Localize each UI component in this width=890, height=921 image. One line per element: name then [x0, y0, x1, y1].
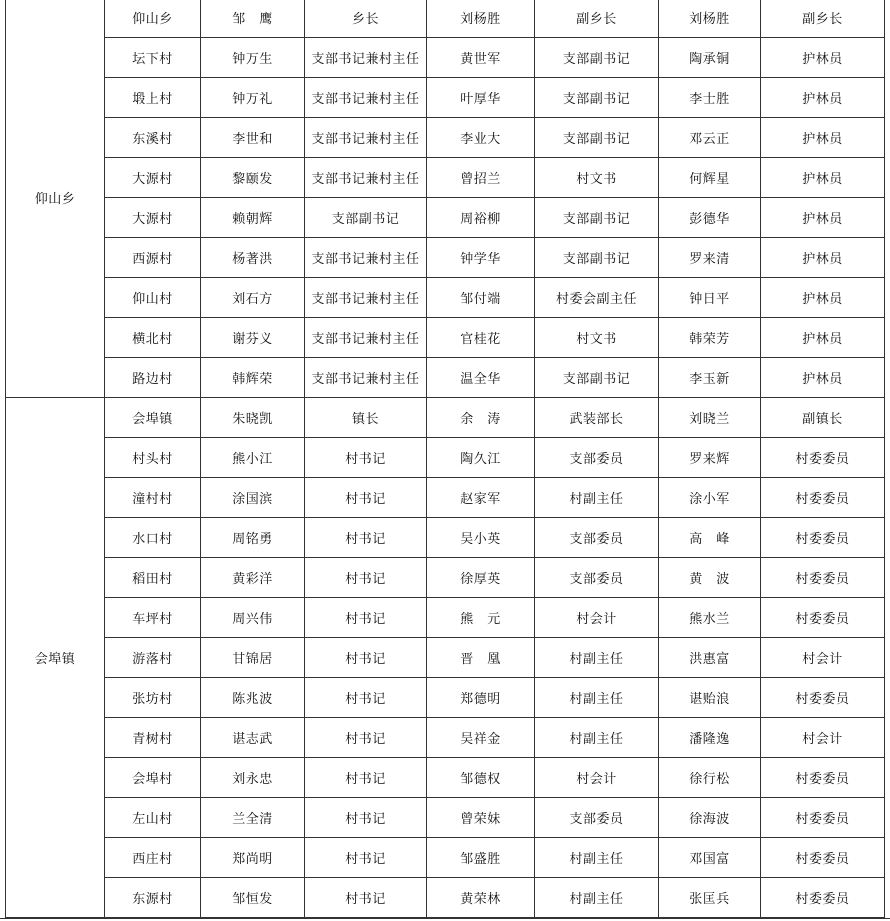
- person-2-title-cell: 村文书: [535, 158, 659, 198]
- person-3-name-cell: 黄 波: [659, 558, 761, 598]
- person-1-title-cell: 村书记: [305, 518, 427, 558]
- unit-name-cell: 大源村: [105, 198, 201, 238]
- person-2-name-cell: 曾招兰: [427, 158, 535, 198]
- person-2-title-cell: 村副主任: [535, 678, 659, 718]
- person-1-title-cell: 村书记: [305, 438, 427, 478]
- person-3-title-cell: 村委委员: [761, 598, 885, 638]
- person-2-title-cell: 副乡长: [535, 0, 659, 38]
- person-3-name-cell: 张匡兵: [659, 878, 761, 918]
- township-cell: 仰山乡: [6, 0, 105, 398]
- unit-name-cell: 东溪村: [105, 118, 201, 158]
- unit-name-cell: 路边村: [105, 358, 201, 398]
- table-row: [6, 398, 885, 438]
- person-1-title-cell: 村书记: [305, 558, 427, 598]
- person-2-name-cell: 徐厚英: [427, 558, 535, 598]
- table-row: [6, 478, 885, 518]
- person-2-title-cell: 支部委员: [535, 798, 659, 838]
- person-1-title-cell: 支部书记兼村主任: [305, 78, 427, 118]
- person-1-name-cell: 黄彩洋: [201, 558, 305, 598]
- person-3-title-cell: 护林员: [761, 278, 885, 318]
- table-row: [6, 518, 885, 558]
- unit-name-cell: 仰山乡: [105, 0, 201, 38]
- person-2-title-cell: 支部副书记: [535, 38, 659, 78]
- unit-name-cell: 大源村: [105, 158, 201, 198]
- person-3-name-cell: 罗来辉: [659, 438, 761, 478]
- person-1-title-cell: 支部书记兼村主任: [305, 238, 427, 278]
- person-2-title-cell: 村副主任: [535, 718, 659, 758]
- table-row: [6, 278, 885, 318]
- person-2-name-cell: 赵家军: [427, 478, 535, 518]
- person-3-name-cell: 刘杨胜: [659, 0, 761, 38]
- table-row: [6, 438, 885, 478]
- person-3-name-cell: 熊水兰: [659, 598, 761, 638]
- person-3-title-cell: 村委委员: [761, 518, 885, 558]
- person-1-name-cell: 兰全清: [201, 798, 305, 838]
- unit-name-cell: 坛下村: [105, 38, 201, 78]
- table-row: [6, 798, 885, 838]
- person-3-title-cell: 村委委员: [761, 678, 885, 718]
- table-row: [6, 878, 885, 918]
- person-1-name-cell: 刘永忠: [201, 758, 305, 798]
- person-1-name-cell: 邹 鹰: [201, 0, 305, 38]
- person-3-title-cell: 村会计: [761, 718, 885, 758]
- person-3-title-cell: 护林员: [761, 118, 885, 158]
- person-2-name-cell: 曾荣妹: [427, 798, 535, 838]
- person-1-name-cell: 刘石方: [201, 278, 305, 318]
- person-2-name-cell: 晋 凰: [427, 638, 535, 678]
- person-1-name-cell: 周铭勇: [201, 518, 305, 558]
- person-3-name-cell: 洪惠富: [659, 638, 761, 678]
- unit-name-cell: 横北村: [105, 318, 201, 358]
- person-3-name-cell: 何辉星: [659, 158, 761, 198]
- person-1-name-cell: 涂国滨: [201, 478, 305, 518]
- unit-name-cell: 张坊村: [105, 678, 201, 718]
- person-1-title-cell: 村书记: [305, 678, 427, 718]
- person-2-name-cell: 刘杨胜: [427, 0, 535, 38]
- table-row: [6, 78, 885, 118]
- person-2-name-cell: 黄荣林: [427, 878, 535, 918]
- person-1-name-cell: 朱晓凯: [201, 398, 305, 438]
- person-2-name-cell: 吴小英: [427, 518, 535, 558]
- person-3-title-cell: 村委委员: [761, 478, 885, 518]
- person-2-title-cell: 支部委员: [535, 438, 659, 478]
- person-3-name-cell: 高 峰: [659, 518, 761, 558]
- person-2-title-cell: 支部副书记: [535, 238, 659, 278]
- person-2-name-cell: 温全华: [427, 358, 535, 398]
- person-3-title-cell: 村委委员: [761, 878, 885, 918]
- person-1-name-cell: 谢芬义: [201, 318, 305, 358]
- person-3-title-cell: 护林员: [761, 238, 885, 278]
- person-3-name-cell: 邓国富: [659, 838, 761, 878]
- table-row: [6, 718, 885, 758]
- person-1-title-cell: 村书记: [305, 798, 427, 838]
- person-3-name-cell: 涂小军: [659, 478, 761, 518]
- table-row: [6, 158, 885, 198]
- person-3-name-cell: 彭德华: [659, 198, 761, 238]
- person-3-title-cell: 护林员: [761, 358, 885, 398]
- person-1-title-cell: 村书记: [305, 758, 427, 798]
- unit-name-cell: 东源村: [105, 878, 201, 918]
- person-2-title-cell: 村副主任: [535, 638, 659, 678]
- table-row: [6, 318, 885, 358]
- unit-name-cell: 村头村: [105, 438, 201, 478]
- table-row: [6, 678, 885, 718]
- person-1-title-cell: 村书记: [305, 638, 427, 678]
- person-1-title-cell: 支部书记兼村主任: [305, 358, 427, 398]
- person-3-title-cell: 村委委员: [761, 758, 885, 798]
- person-2-name-cell: 钟学华: [427, 238, 535, 278]
- person-2-name-cell: 陶久江: [427, 438, 535, 478]
- person-3-title-cell: 护林员: [761, 78, 885, 118]
- person-2-name-cell: 官桂花: [427, 318, 535, 358]
- person-2-title-cell: 村文书: [535, 318, 659, 358]
- unit-name-cell: 水口村: [105, 518, 201, 558]
- person-1-name-cell: 黎颐发: [201, 158, 305, 198]
- person-3-name-cell: 陶承铜: [659, 38, 761, 78]
- unit-name-cell: 车坪村: [105, 598, 201, 638]
- person-1-title-cell: 镇长: [305, 398, 427, 438]
- person-2-title-cell: 村会计: [535, 758, 659, 798]
- person-1-title-cell: 支部书记兼村主任: [305, 118, 427, 158]
- table-row: [6, 38, 885, 78]
- person-3-name-cell: 韩荣芳: [659, 318, 761, 358]
- person-2-name-cell: 郑德明: [427, 678, 535, 718]
- person-2-name-cell: 邹付端: [427, 278, 535, 318]
- township-cell: 会埠镇: [6, 398, 105, 918]
- unit-name-cell: 会埠村: [105, 758, 201, 798]
- person-1-name-cell: 周兴伟: [201, 598, 305, 638]
- table-row: [6, 638, 885, 678]
- table-row: [6, 358, 885, 398]
- person-3-title-cell: 村会计: [761, 638, 885, 678]
- person-1-title-cell: 支部书记兼村主任: [305, 38, 427, 78]
- person-1-title-cell: 支部书记兼村主任: [305, 278, 427, 318]
- person-2-name-cell: 熊 元: [427, 598, 535, 638]
- unit-name-cell: 仰山村: [105, 278, 201, 318]
- person-1-name-cell: 熊小江: [201, 438, 305, 478]
- person-3-name-cell: 罗来清: [659, 238, 761, 278]
- person-3-name-cell: 李玉新: [659, 358, 761, 398]
- person-1-name-cell: 郑尚明: [201, 838, 305, 878]
- table-row: [6, 118, 885, 158]
- unit-name-cell: 稻田村: [105, 558, 201, 598]
- unit-name-cell: 西庄村: [105, 838, 201, 878]
- person-3-title-cell: 村委委员: [761, 838, 885, 878]
- person-3-name-cell: 李士胜: [659, 78, 761, 118]
- person-2-title-cell: 支部委员: [535, 518, 659, 558]
- table-row: [6, 598, 885, 638]
- person-1-name-cell: 钟万生: [201, 38, 305, 78]
- unit-name-cell: 青树村: [105, 718, 201, 758]
- person-2-title-cell: 支部副书记: [535, 78, 659, 118]
- unit-name-cell: 西源村: [105, 238, 201, 278]
- person-2-name-cell: 周裕柳: [427, 198, 535, 238]
- roster-table: [5, 0, 885, 918]
- person-2-name-cell: 吴祥金: [427, 718, 535, 758]
- table-row: [6, 238, 885, 278]
- person-3-name-cell: 谌贻浪: [659, 678, 761, 718]
- person-1-name-cell: 钟万礼: [201, 78, 305, 118]
- table-row: [6, 198, 885, 238]
- person-2-title-cell: 村副主任: [535, 878, 659, 918]
- person-1-title-cell: 支部书记兼村主任: [305, 318, 427, 358]
- person-2-name-cell: 余 涛: [427, 398, 535, 438]
- unit-name-cell: 左山村: [105, 798, 201, 838]
- person-2-title-cell: 支部副书记: [535, 358, 659, 398]
- unit-name-cell: 会埠镇: [105, 398, 201, 438]
- person-2-name-cell: 李业大: [427, 118, 535, 158]
- person-3-name-cell: 邓云正: [659, 118, 761, 158]
- person-1-name-cell: 陈兆波: [201, 678, 305, 718]
- person-3-name-cell: 徐海波: [659, 798, 761, 838]
- person-1-name-cell: 谌志武: [201, 718, 305, 758]
- person-3-title-cell: 护林员: [761, 158, 885, 198]
- person-2-title-cell: 武装部长: [535, 398, 659, 438]
- table-row: [6, 758, 885, 798]
- person-1-name-cell: 杨著洪: [201, 238, 305, 278]
- person-2-title-cell: 支部副书记: [535, 118, 659, 158]
- table-row: [6, 558, 885, 598]
- person-2-title-cell: 支部副书记: [535, 198, 659, 238]
- person-1-title-cell: 支部书记兼村主任: [305, 158, 427, 198]
- unit-name-cell: 潼村村: [105, 478, 201, 518]
- person-1-title-cell: 村书记: [305, 478, 427, 518]
- person-1-title-cell: 村书记: [305, 598, 427, 638]
- person-1-name-cell: 韩辉荣: [201, 358, 305, 398]
- person-3-title-cell: 村委委员: [761, 798, 885, 838]
- person-2-name-cell: 邹德权: [427, 758, 535, 798]
- person-1-title-cell: 村书记: [305, 878, 427, 918]
- person-2-name-cell: 叶厚华: [427, 78, 535, 118]
- roster-table-body: [6, 0, 885, 918]
- person-2-title-cell: 村委会副主任: [535, 278, 659, 318]
- table-row: [6, 838, 885, 878]
- person-1-title-cell: 村书记: [305, 838, 427, 878]
- person-3-name-cell: 徐行松: [659, 758, 761, 798]
- person-3-title-cell: 副镇长: [761, 398, 885, 438]
- person-3-name-cell: 刘晓兰: [659, 398, 761, 438]
- person-1-name-cell: 甘锦居: [201, 638, 305, 678]
- person-3-title-cell: 副乡长: [761, 0, 885, 38]
- person-3-title-cell: 村委委员: [761, 438, 885, 478]
- person-2-name-cell: 黄世军: [427, 38, 535, 78]
- person-2-title-cell: 村副主任: [535, 478, 659, 518]
- unit-name-cell: 塅上村: [105, 78, 201, 118]
- person-2-title-cell: 村会计: [535, 598, 659, 638]
- person-1-name-cell: 邹恒发: [201, 878, 305, 918]
- person-3-title-cell: 护林员: [761, 198, 885, 238]
- person-2-name-cell: 邹盛胜: [427, 838, 535, 878]
- person-1-name-cell: 李世和: [201, 118, 305, 158]
- person-3-name-cell: 钟日平: [659, 278, 761, 318]
- person-1-name-cell: 赖朝辉: [201, 198, 305, 238]
- person-1-title-cell: 支部副书记: [305, 198, 427, 238]
- person-1-title-cell: 村书记: [305, 718, 427, 758]
- person-3-title-cell: 护林员: [761, 318, 885, 358]
- person-3-name-cell: 潘隆逸: [659, 718, 761, 758]
- person-2-title-cell: 支部委员: [535, 558, 659, 598]
- person-1-title-cell: 乡长: [305, 0, 427, 38]
- person-3-title-cell: 护林员: [761, 38, 885, 78]
- next-section-border: [0, 918, 890, 919]
- unit-name-cell: 游落村: [105, 638, 201, 678]
- person-3-title-cell: 村委委员: [761, 558, 885, 598]
- table-row: [6, 0, 885, 38]
- person-2-title-cell: 村副主任: [535, 838, 659, 878]
